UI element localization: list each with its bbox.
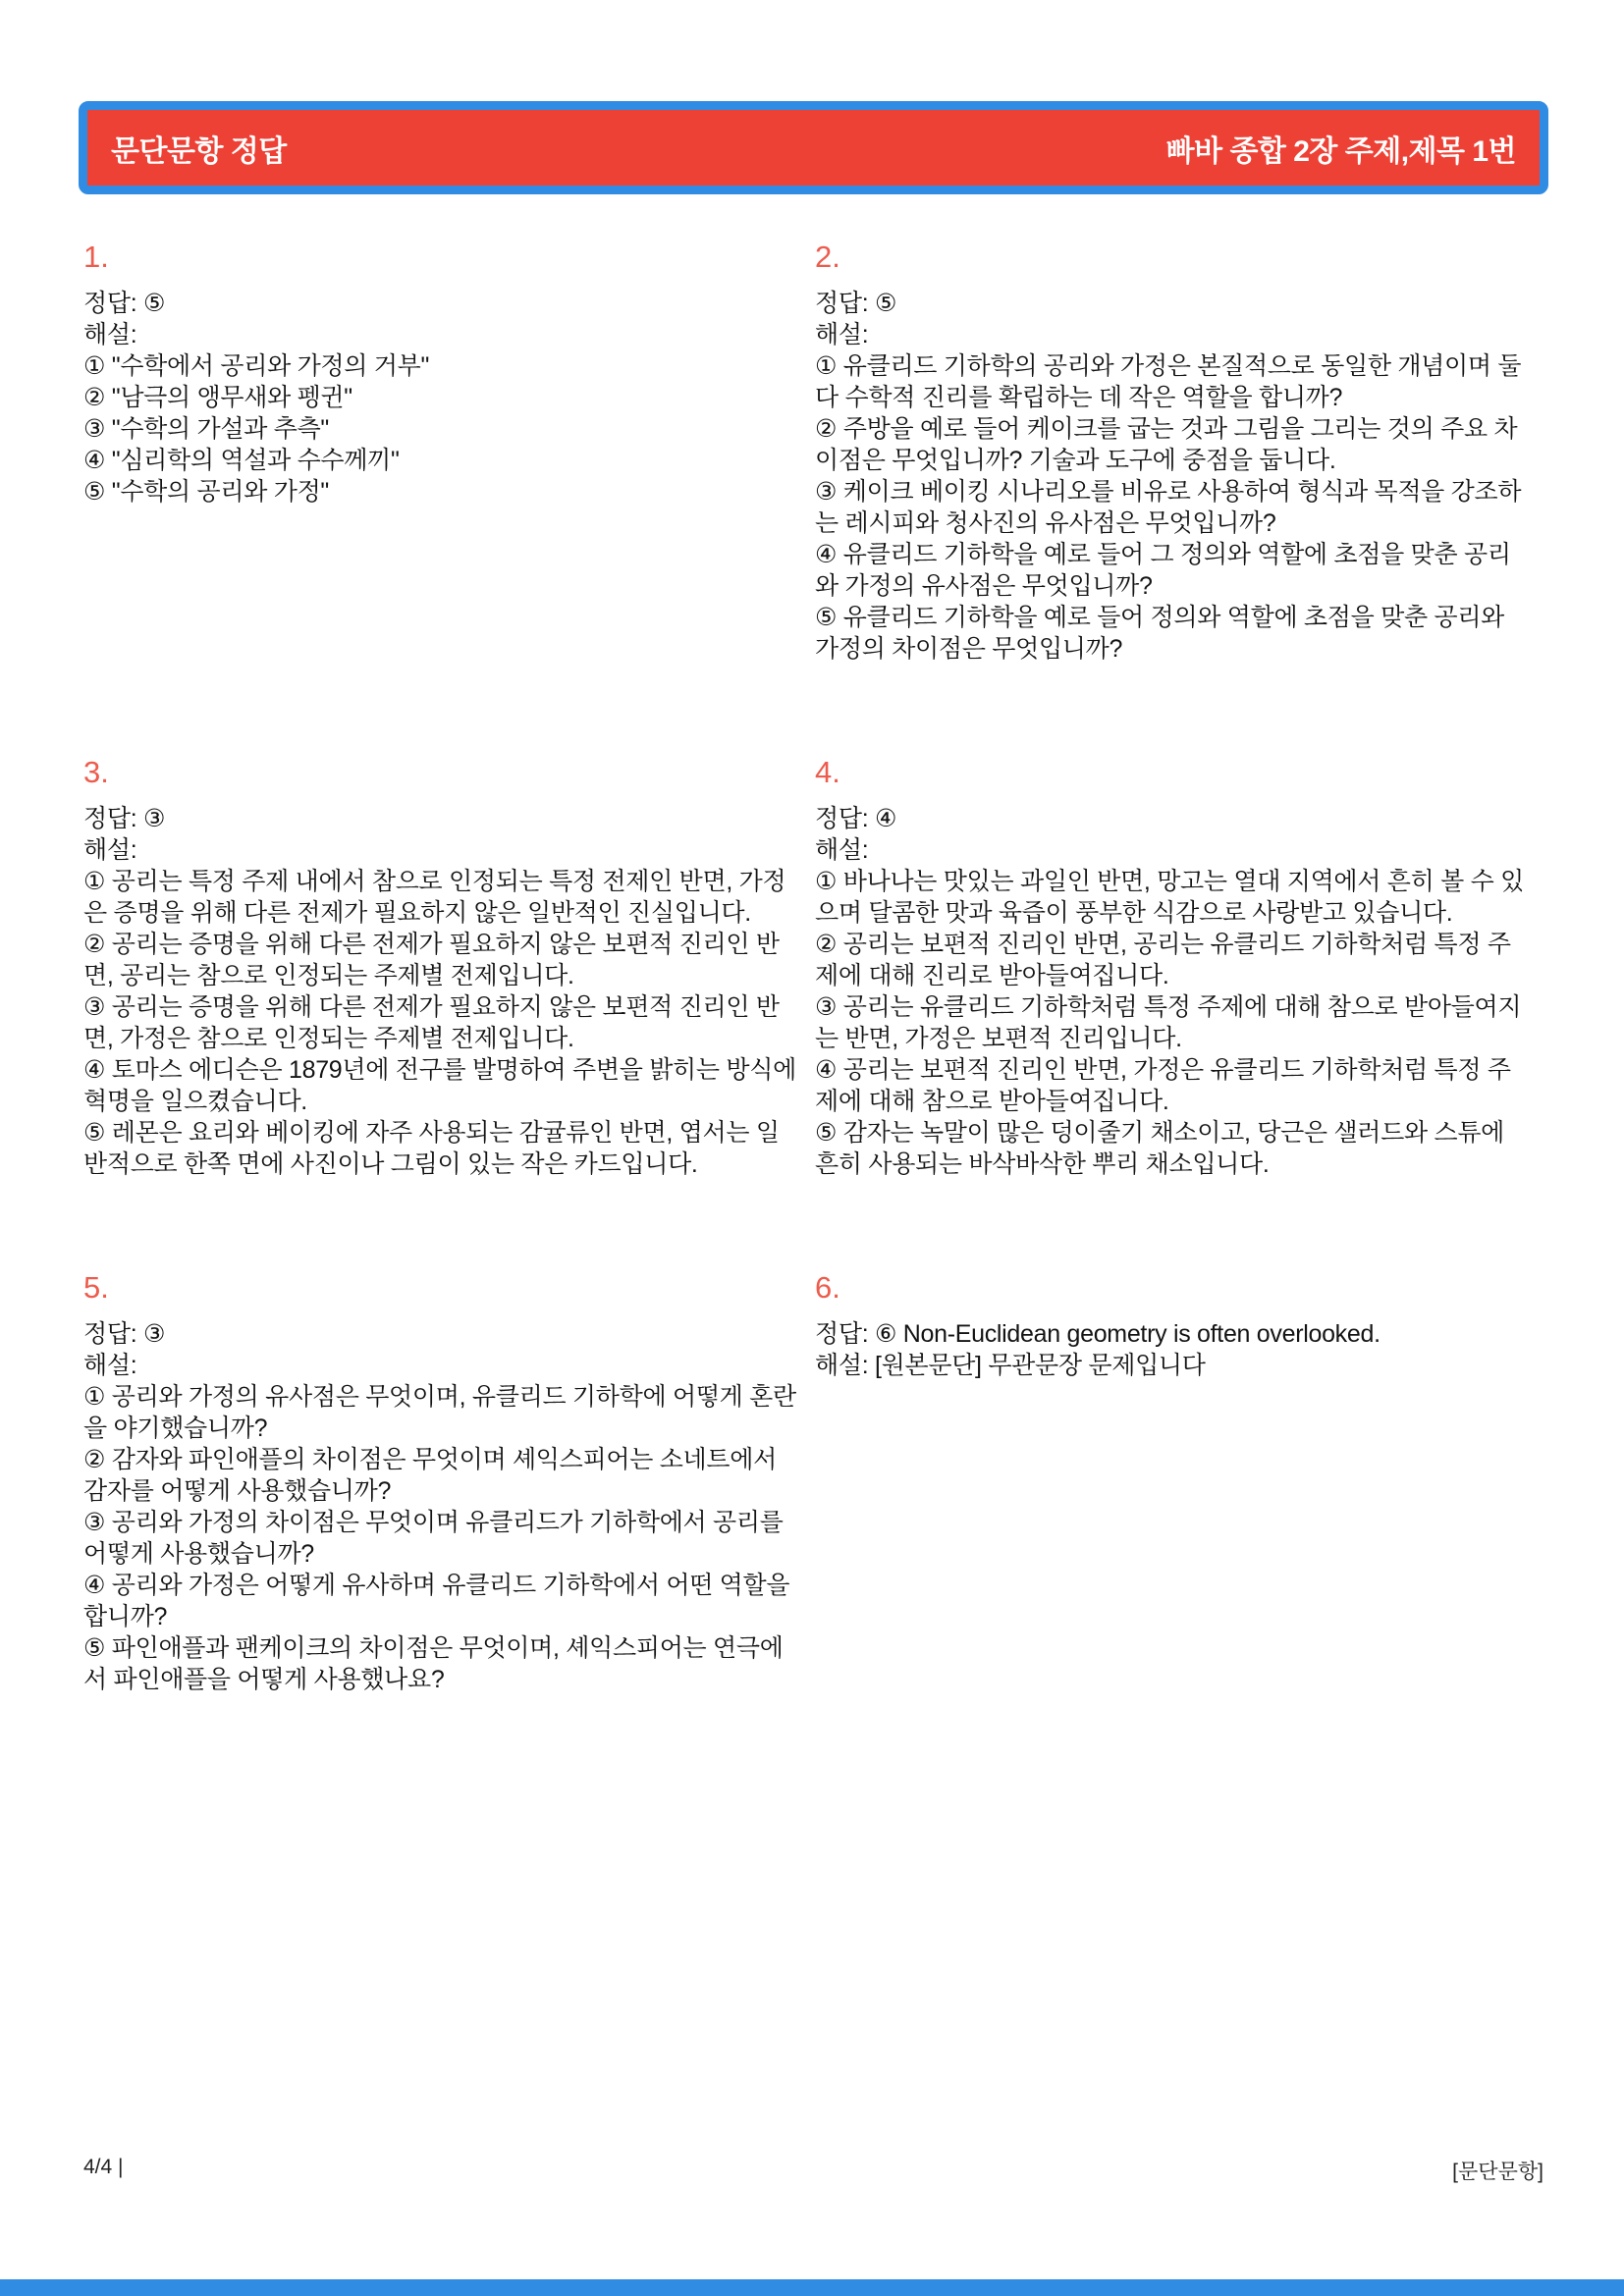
explanation-line: ② 공리는 증명을 위해 다른 전제가 필요하지 않은 보편적 진리인 반면, 공리는 참으로 인정되는 주제별 전제입니다. [83,931,780,989]
answer-line: 정답: ⑤ [815,290,897,317]
answer-line: 정답: ⑤ [83,290,166,317]
header-title: 문단문항 정답 [111,134,287,168]
answer-line: 정답: ③ [83,805,166,832]
answers-grid [83,240,1546,1695]
explanation-line: ① 공리는 특정 주제 내에서 참으로 인정되는 특정 전제인 반면, 가정은 증명을 위해 다른 전제가 필요하지 않은 일반적인 진실입니다. [83,868,786,927]
document-header [79,101,1548,194]
bottom-accent-bar [0,2279,1624,2296]
explanation-label: 해설: [83,836,137,864]
explanation-label: 해설: [83,321,137,348]
explanation-line: ② 주방을 예로 들어 케이크를 굽는 것과 그림을 그리는 것의 주요 차이점은 무엇입니까? 기술과 도구에 중점을 둡니다. [815,415,1518,474]
explanation-label: 해설: [83,1352,137,1379]
explanation-line: ⑤ "수학의 공리와 가정" [83,478,329,506]
explanation-line: ④ 공리는 보편적 진리인 반면, 가정은 유클리드 기하학처럼 특정 주제에 대해 참으로 받아들여집니다. [815,1056,1511,1115]
answer-section-6 [815,1271,1546,1695]
answer-section-4 [815,756,1546,1271]
section-number: 6. [815,1270,840,1305]
section-number: 4. [815,755,840,789]
explanation-line: ① 바나나는 맛있는 과일인 반면, 망고는 열대 지역에서 흔히 볼 수 있으며 달콤한 맛과 육즙이 풍부한 식감으로 사랑받고 있습니다. [815,868,1524,927]
explanation-line: ③ 공리는 유클리드 기하학처럼 특정 주제에 대해 참으로 받아들여지는 반면, 가정은 보편적 진리입니다. [815,993,1522,1052]
explanation-line: ④ "심리학의 역설과 수수께끼" [83,447,400,474]
explanation-line: ③ 공리는 증명을 위해 다른 전제가 필요하지 않은 보편적 진리인 반면, 가정은 참으로 인정되는 주제별 전제입니다. [83,993,780,1052]
explanation-line: ④ 유클리드 기하학을 예로 들어 그 정의와 역할에 초점을 맞춘 공리와 가정의 유사점은 무엇입니까? [815,541,1511,600]
footer-tag: [문단문항] [1452,2161,1543,2183]
explanation-line: ② 공리는 보편적 진리인 반면, 공리는 유클리드 기하학처럼 특정 주제에 대해 진리로 받아들여집니다. [815,931,1511,989]
section-number: 1. [83,240,109,274]
explanation-list [83,1381,800,1695]
explanation-line: ⑤ 레몬은 요리와 베이킹에 자주 사용되는 감귤류인 반면, 엽서는 일반적으로 한쪽 면에 사진이나 그림이 있는 작은 카드입니다. [83,1119,780,1178]
explanation-line: ④ 공리와 가정은 어떻게 유사하며 유클리드 기하학에서 어떤 역할을 합니까? [83,1572,790,1630]
explanation-line: ④ 토마스 에디슨은 1879년에 전구를 발명하여 주변을 밝히는 방식에 혁명을 일으켰습니다. [83,1056,796,1115]
explanation-list [83,866,800,1180]
header-subtitle: 빠바 종합 2장 주제,제목 1번 [1165,134,1516,168]
explanation-list [83,350,800,507]
section-number: 3. [83,755,109,789]
explanation-line: ② 감자와 파인애플의 차이점은 무엇이며 셰익스피어는 소네트에서 감자를 어떻게 사용했습니까? [83,1446,777,1505]
page-number: 4/4 | [83,2156,124,2178]
explanation-line: ③ "수학의 가설과 추측" [83,415,329,443]
explanation-line: ① "수학에서 공리와 가정의 거부" [83,352,430,380]
explanation-line: ② "남극의 앵무새와 펭귄" [83,384,352,411]
explanation-line: ① 유클리드 기하학의 공리와 가정은 본질적으로 동일한 개념이며 둘 다 수학적 진리를 확립하는 데 작은 역할을 합니까? [815,352,1522,411]
explanation-line: ③ 케이크 베이킹 시나리오를 비유로 사용하여 형식과 목적을 강조하는 레시피와 청사진의 유사점은 무엇입니까? [815,478,1522,537]
explanation-label: 해설: [815,836,869,864]
section-number: 5. [83,1270,109,1305]
explanation-label: 해설: [원본문단] 무관문장 문제입니다 [815,1352,1206,1379]
explanation-line: ③ 공리와 가정의 차이점은 무엇이며 유클리드가 기하학에서 공리를 어떻게 사용했습니까? [83,1509,784,1568]
explanation-line: ⑤ 감자는 녹말이 많은 덩이줄기 채소이고, 당근은 샐러드와 스튜에 흔히 사용되는 바삭바삭한 뿌리 채소입니다. [815,1119,1505,1178]
explanation-list [815,350,1532,665]
section-number: 2. [815,240,840,274]
answer-line: 정답: ③ [83,1320,166,1348]
explanation-line: ① 공리와 가정의 유사점은 무엇이며, 유클리드 기하학에 어떻게 혼란을 야기했습니까? [83,1383,796,1442]
answer-section-5 [83,1271,815,1695]
answer-section-1 [83,240,815,756]
answer-line: 정답: ④ [815,805,897,832]
explanation-line: ⑤ 유클리드 기하학을 예로 들어 정의와 역할에 초점을 맞춘 공리와 가정의 차이점은 무엇입니까? [815,604,1505,663]
answer-line: 정답: ⑥ Non-Euclidean geometry is often overlooked. [815,1320,1380,1348]
explanation-label: 해설: [815,321,869,348]
explanation-line: ⑤ 파인애플과 팬케이크의 차이점은 무엇이며, 셰익스피어는 연극에서 파인애플을 어떻게 사용했나요? [83,1634,784,1693]
explanation-list [815,866,1532,1180]
answer-section-3 [83,756,815,1271]
answer-section-2 [815,240,1546,756]
